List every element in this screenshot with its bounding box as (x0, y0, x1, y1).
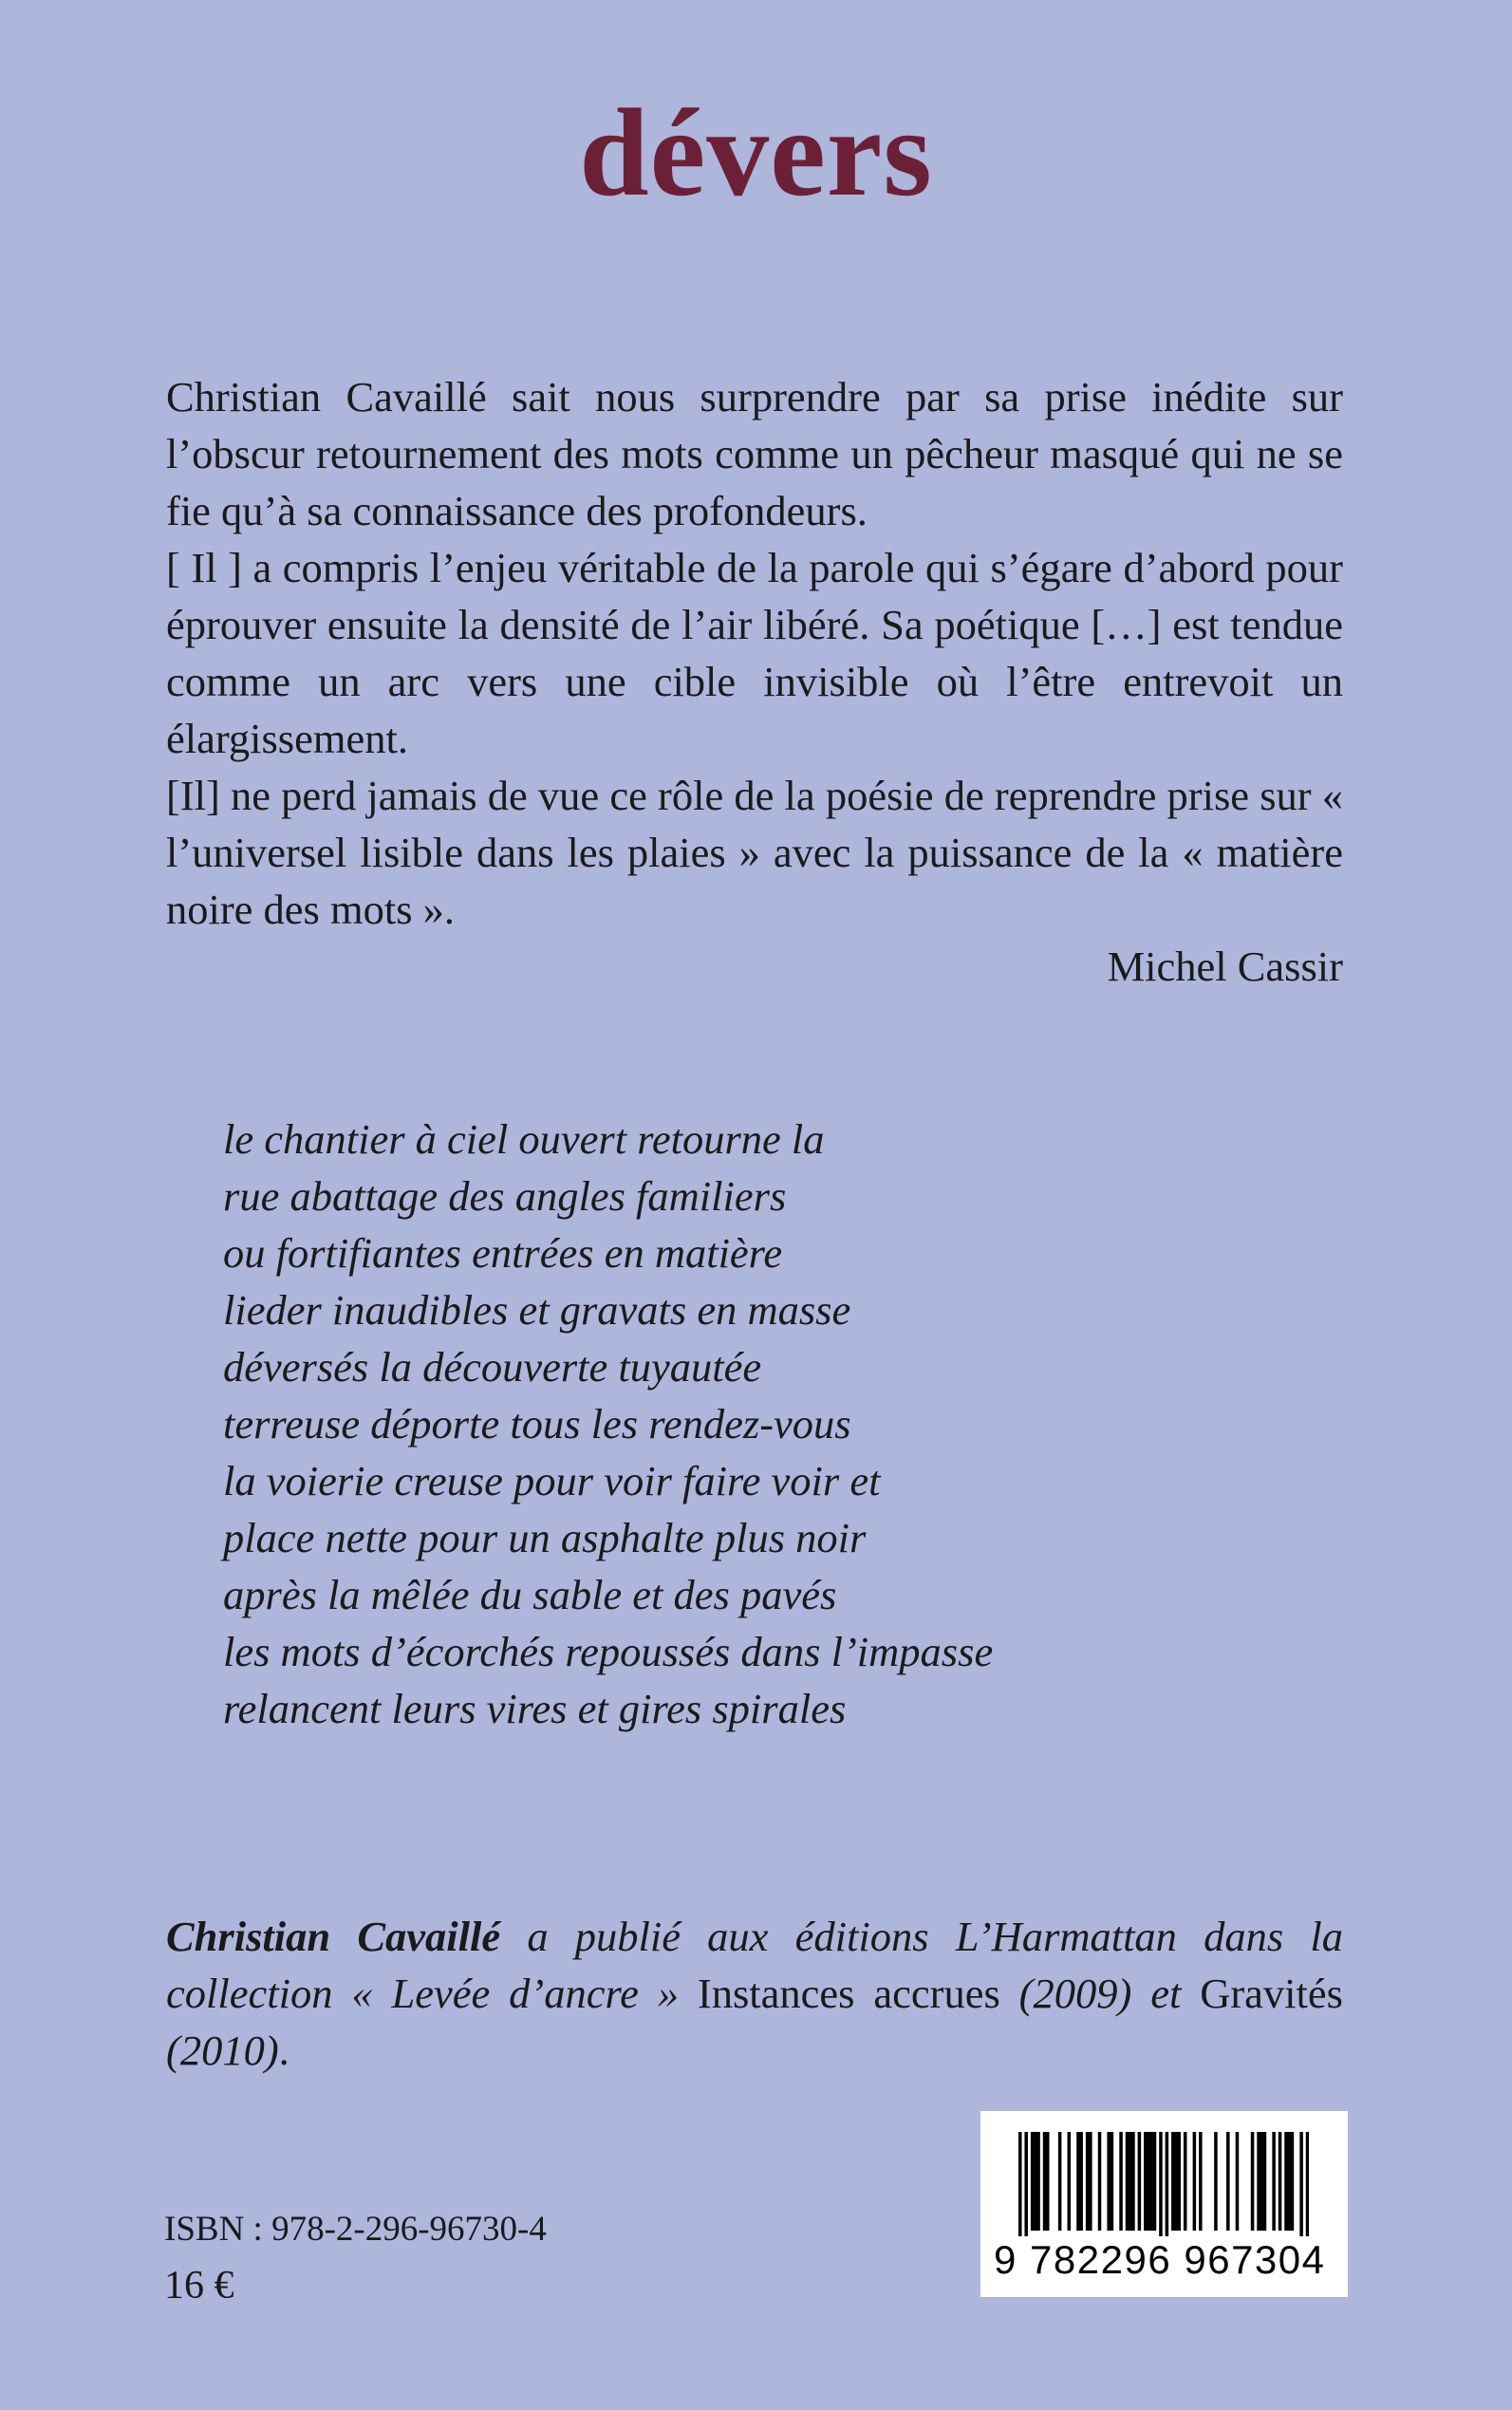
poem-line: la voierie creuse pour voir faire voir et (223, 1457, 881, 1504)
barcode-bar (1043, 2132, 1047, 2231)
bio-author-name: Christian Cavaillé (166, 1913, 501, 1960)
barcode-bar (1287, 2132, 1291, 2231)
poem-line: déversés la découverte tuyautée (223, 1343, 762, 1391)
barcode-bar (1214, 2132, 1218, 2231)
bio-text: a publié aux éditions L’Harmattan dans la collection « Levée d’ancre » (166, 1913, 1343, 2017)
barcode (980, 2111, 1348, 2297)
barcode-bar (1184, 2132, 1187, 2231)
book-title: dévers (579, 83, 933, 222)
barcode-bars (1018, 2132, 1309, 2236)
barcode-bar (1171, 2132, 1175, 2231)
barcode-bar (1107, 2132, 1111, 2231)
barcode-bar (1126, 2132, 1129, 2231)
poem-line: place nette pour un asphalte plus noir (223, 1514, 867, 1561)
barcode-bar (1018, 2132, 1022, 2236)
bio-book-title-2: Gravités (1200, 1970, 1343, 2017)
barcode-bar (1251, 2132, 1255, 2231)
author-bio (166, 1908, 1343, 2079)
barcode-bar (1076, 2132, 1080, 2231)
barcode-bar (1098, 2132, 1102, 2231)
isbn: ISBN : 978-2-296-96730-4 (164, 2210, 547, 2249)
barcode-bar (1036, 2132, 1040, 2231)
barcode-bar (1079, 2132, 1083, 2231)
barcode-bar (1174, 2132, 1178, 2231)
poem-line: le chantier à ciel ouvert retourne la (223, 1115, 825, 1163)
poem-excerpt (223, 1111, 1267, 1737)
blurb (166, 368, 1343, 995)
barcode-bar (1034, 2132, 1037, 2231)
bio-book-title-1: Instances accrues (697, 1970, 1000, 2017)
poem-line: les mots d’écorchés repoussés dans l’impasse (223, 1628, 994, 1675)
barcode-bar (1291, 2132, 1295, 2231)
barcode-bar (1089, 2132, 1092, 2231)
poem-line: terreuse déporte tous les rendez-vous (223, 1400, 851, 1448)
barcode-bar (1306, 2132, 1309, 2236)
price: 16 € (164, 2264, 234, 2307)
poem-line: ou fortifiantes entrées en matière (223, 1229, 783, 1277)
poem-line: lieder inaudibles et gravats en masse (223, 1286, 851, 1334)
barcode-bar (1046, 2132, 1050, 2231)
barcode-bar (1236, 2132, 1240, 2231)
blurb-paragraph-3: [Il] ne perd jamais de vue ce rôle de la poésie de reprendre prise sur « l’universel lisible dans les plaies » avec la puissance de la « matière noire des mots ». (166, 772, 1343, 933)
bio-year-2: (2010) (166, 2027, 279, 2074)
barcode-bar (1284, 2132, 1288, 2231)
barcode-bar (1260, 2132, 1263, 2231)
blurb-signature: Michel Cassir (1107, 943, 1343, 990)
barcode-bar (1086, 2132, 1090, 2231)
barcode-bar (1058, 2132, 1062, 2231)
barcode-bar (1199, 2132, 1203, 2231)
blurb-paragraph-1: Christian Cavaillé sait nous surprendre par sa prise inédite sur l’obscur retournement des mots comme un pêcheur masqué qui ne se fie qu’à sa connaissance des profondeurs. (166, 373, 1343, 534)
barcode-bar (1299, 2132, 1303, 2236)
barcode-bar (1166, 2132, 1169, 2236)
barcode-bar (1159, 2132, 1163, 2236)
barcode-bar (1119, 2132, 1123, 2231)
bio-end: . (278, 2027, 289, 2074)
barcode-bar (1138, 2132, 1142, 2231)
poem-line: après la mêlée du sable et des pavés (223, 1571, 837, 1618)
barcode-bar (1131, 2132, 1135, 2231)
barcode-bar (1263, 2132, 1267, 2231)
barcode-bar (1150, 2132, 1154, 2231)
barcode-bar (1226, 2132, 1230, 2231)
poem-line: relancent leurs vires et gires spirales (223, 1685, 847, 1732)
barcode-bar (1111, 2132, 1114, 2231)
barcode-bar (1144, 2132, 1148, 2231)
barcode-digits: 9 782296 967304 (994, 2237, 1326, 2282)
blurb-paragraph-2: [ Il ] a compris l’enjeu véritable de la parole qui s’égare d’abord pour éprouver ensuite la densité de l’air libéré. Sa poétique […] est tendue comme un arc vers une cible invisible où l’être entrevoit un élargissement. (166, 544, 1343, 762)
barcode-bar (1024, 2132, 1028, 2236)
barcode-bar (1193, 2132, 1197, 2231)
barcode-bar (1153, 2132, 1157, 2231)
barcode-bar (1147, 2132, 1150, 2231)
bio-year-1: (2009) et (999, 1970, 1201, 2017)
barcode-bar (1272, 2132, 1276, 2231)
barcode-bar (1257, 2132, 1260, 2231)
poem-line: rue abattage des angles familiers (223, 1172, 787, 1220)
barcode-bar (1177, 2132, 1181, 2231)
barcode-bar (1279, 2132, 1282, 2231)
barcode-bar (1129, 2132, 1132, 2231)
barcode-bar (1068, 2132, 1072, 2231)
barcode-bar (1031, 2132, 1035, 2231)
